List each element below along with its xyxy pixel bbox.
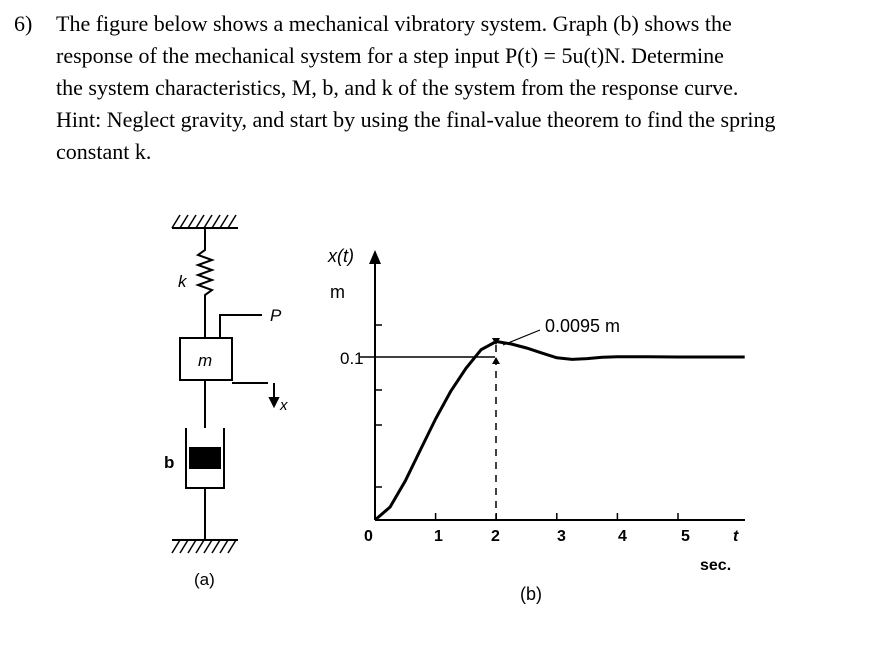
tick-1: 1 xyxy=(434,528,443,545)
force-label: P xyxy=(270,306,282,325)
displacement-label: x xyxy=(280,397,288,414)
bottom-wall-hatch xyxy=(172,540,236,553)
x-arrowhead xyxy=(270,398,278,406)
x-axis-label: t xyxy=(733,528,739,545)
damper-label: b xyxy=(164,453,175,472)
problem-line-2: response of the mechanical system for a step input P(t) = 5u(t)N. Determine xyxy=(56,43,724,68)
force-arm xyxy=(220,315,262,338)
problem-line-5: constant k. xyxy=(56,139,152,164)
problem-number: 6) xyxy=(14,11,33,36)
top-wall-hatch xyxy=(172,215,236,228)
y-axis-arrowhead xyxy=(369,250,381,264)
x-unit-label: sec. xyxy=(700,557,732,574)
mass-label: m xyxy=(198,351,213,370)
tick-5: 5 xyxy=(681,528,690,545)
y-unit-label: m xyxy=(330,282,345,302)
overshoot-label: 0.0095 m xyxy=(545,316,621,336)
damper-piston xyxy=(190,448,220,468)
tick-2: 2 xyxy=(491,528,500,545)
tick-0: 0 xyxy=(364,528,373,545)
overshoot-arrow-bottom xyxy=(492,357,500,364)
figure-a-labels xyxy=(164,272,288,589)
tick-4: 4 xyxy=(618,528,627,545)
figure-a-caption: (a) xyxy=(194,570,215,589)
figure-b-caption: (b) xyxy=(520,584,542,604)
spring xyxy=(198,228,212,338)
y-axis-label: x(t) xyxy=(328,246,354,266)
spring-label: k xyxy=(178,272,187,291)
figure-a xyxy=(172,215,278,553)
figure-b xyxy=(360,250,745,520)
problem-line-1: The figure below shows a mechanical vibratory system. Graph (b) shows the xyxy=(56,11,732,36)
problem-line-4: Hint: Neglect gravity, and start by using the final-value theorem to find the spring xyxy=(56,107,776,132)
figure-b-labels xyxy=(327,246,739,604)
problem-line-3: the system characteristics, M, b, and k of the system from the response curve. xyxy=(56,75,739,100)
tick-3: 3 xyxy=(557,528,566,545)
x-ticks xyxy=(436,513,678,520)
response-curve xyxy=(375,342,745,521)
steady-value-label: 0.1 xyxy=(340,349,364,368)
y-ticks xyxy=(375,325,382,487)
